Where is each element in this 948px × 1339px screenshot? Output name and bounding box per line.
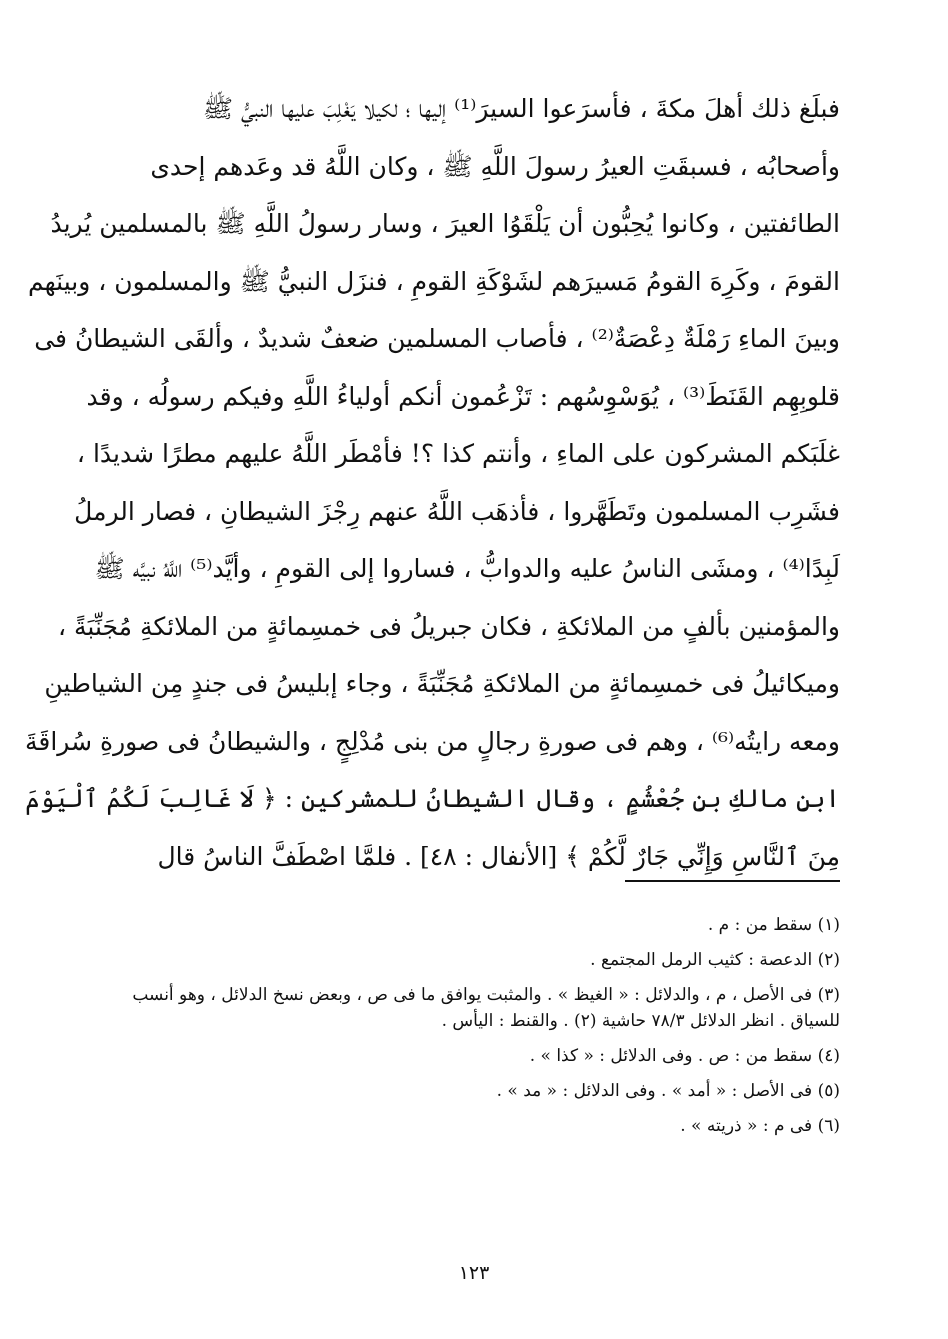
body-line: وبينَ الماءِ رَمْلَةٌ دِعْصَةٌ⁽²⁾ ، فأصاب المسلمين ضعفٌ شديدٌ ، وألقَى الشيطانُ فى (34, 324, 840, 353)
body-line: وميكائيلُ فى خمسِمائةٍ من الملائكةِ مُجَنِّبَةً ، وجاء إبليسُ فى جندٍ مِن الشياطينِ (44, 669, 840, 698)
body-line: فشَرِب المسلمون وتَطَهَّروا ، فأذهَب اللَّهُ عنهم رِجْزَ الشيطانِ ، فصار الرملُ (74, 496, 840, 526)
footnote-separator (625, 880, 840, 882)
body-line: قلوبِهِم القَنَطَ⁽³⁾ ، يُوَسْوِسُهم : تَزْعُمون أنكم أولياءُ اللَّهِ وفيكم رسولُه ، وقد (86, 381, 840, 411)
footnote-3-line-1: (٣) فى الأصل ، م ، والدلائل : « الغيظ » . والمثبت يوافق ما فى ص ، وبعض نسخ الدلائل ، وهو أنسب (132, 985, 840, 1005)
body-line: القومَ ، وكَرِهَ القومُ مَسيرَهم لشَوْكَةِ القومِ ، فنزَل النبيُّ ﷺ والمسلمون ، وبينَهم (28, 266, 840, 296)
footnotes (120, 912, 840, 1148)
main-body-text (24, 80, 840, 885)
footnote-1: (١) سقط من : م . (707, 915, 840, 935)
footnote-2: (٢) الدعصة : كثيب الرمل المجتمع . (590, 950, 840, 970)
body-line: ابنِ مالكِ بنِ جُعْشُمٍ ، وقال الشيطانُ للمشركين : ﴿ لَا غَالِبَ لَكُمُ ٱلْيَوْمَ (25, 784, 840, 813)
body-line: وأصحابُه ، فسبقَتِ العيرُ رسولَ اللَّهِ ﷺ ، وكان اللَّهُ قد وعَدهم إحدى (150, 151, 840, 181)
footnote-4: (٤) سقط من : ص . وفى الدلائل : « كذا » . (529, 1046, 840, 1066)
footnote-6: (٦) فى م : « ذريته » . (680, 1116, 840, 1136)
footnote-3 (120, 982, 840, 1034)
body-line: الطائفتين ، وكانوا يُحِبُّون أن يَلْقَوُا العيرَ ، وسار رسولُ اللَّهِ ﷺ بالمسلمين يُريدُ (50, 209, 840, 238)
page-number: ١٢٣ (458, 1262, 490, 1284)
body-line: والمؤمنين بألفٍ من الملائكةِ ، فكان جبريلُ فى خمسِمائةٍ من الملائكةِ مُجَنِّبَةً ، (58, 611, 840, 641)
body-line: مِنَ ٱلنَّاسِ وَإِنِّي جَارٌ لَّكُمْ ﴾ [الأنفال : ٤٨] . فلمَّا اصْطَفَّ الناسُ قال (157, 841, 840, 871)
body-line: ومعه رايتُه⁽⁶⁾ ، وهم فى صورةِ رجالٍ من بنى مُدْلِجٍ ، والشيطانُ فى صورةِ سُراقَةَ (24, 726, 840, 756)
footnote-3-line-2: للسياق . انظر الدلائل ٧٨/٣ حاشية (٢) . والقنط : اليأس . (441, 1011, 840, 1031)
footnote-5: (٥) فى الأصل : « أمد » . وفى الدلائل : « مد » . (496, 1081, 840, 1101)
body-line: فبلَغ ذلك أهلَ مكةَ ، فأسرَعوا السيرَ⁽¹⁾ إليها ؛ لكيلا يَغْلِبَ عليها النبيُّ ﷺ (202, 94, 840, 123)
body-line: لَبِدًا⁽⁴⁾ ، ومشَى الناسُ عليه والدوابُّ ، فساروا إلى القومِ ، وأيَّد⁽⁵⁾ اللَّهُ نبيَّه ﷺ (94, 554, 840, 583)
body-line: غلَبَكم المشركون على الماءِ ، وأنتم كذا ؟! فأمْطَر اللَّهُ عليهم مطرًا شديدًا ، (76, 439, 840, 468)
